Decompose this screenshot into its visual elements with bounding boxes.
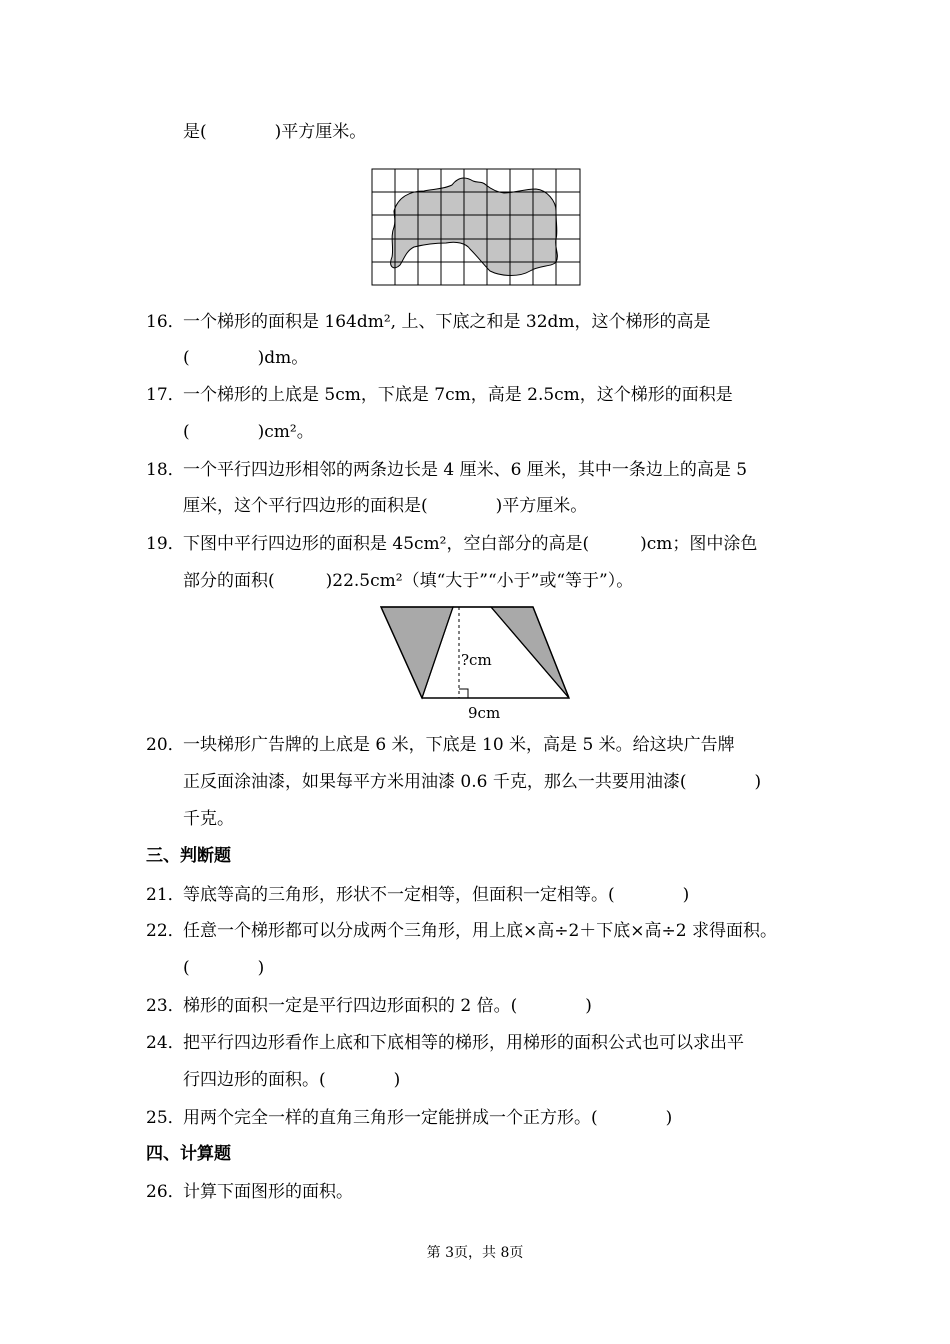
- q17-line1: 一个梯形的上底是 5cm，下底是 7cm，高是 2.5cm，这个梯形的面积是: [183, 385, 733, 405]
- q22-number: 22．: [146, 921, 185, 941]
- q17-line2: ( )cm²。: [183, 422, 314, 442]
- q19-parallelogram-figure: [375, 603, 583, 725]
- q23-text: 梯形的面积一定是平行四边形面积的 2 倍。( ): [183, 996, 592, 1016]
- height-label: ?cm: [461, 651, 492, 669]
- shaded-triangle-left: [381, 607, 453, 698]
- q22-line1: 任意一个梯形都可以分成两个三角形，用上底×高÷2＋下底×高÷2 求得面积。: [183, 921, 778, 941]
- q16-line1: 一个梯形的面积是 164dm², 上、下底之和是 32dm，这个梯形的高是: [183, 312, 711, 332]
- q19-line1: 下图中平行四边形的面积是 45cm²，空白部分的高是( )cm；图中涂色: [183, 534, 758, 554]
- q15-grid-figure: [370, 167, 582, 287]
- q18-line1: 一个平行四边形相邻的两条边长是 4 厘米、6 厘米，其中一条边上的高是 5: [183, 460, 748, 480]
- page-footer: 第 3页，共 8页: [426, 1245, 524, 1261]
- q21-text: 等底等高的三角形，形状不一定相等，但面积一定相等。( ): [183, 885, 690, 905]
- base-label: 9cm: [468, 704, 501, 722]
- q24-line2: 行四边形的面积。( ): [183, 1070, 401, 1090]
- q18-line2: 厘米，这个平行四边形的面积是( )平方厘米。: [183, 496, 588, 516]
- q25-number: 25．: [146, 1108, 185, 1128]
- q23-number: 23．: [146, 996, 185, 1016]
- q22-line2: ( ): [183, 958, 265, 978]
- irregular-shaded-shape: [391, 178, 558, 276]
- q16-line2: ( )dm。: [183, 348, 309, 368]
- q25-text: 用两个完全一样的直角三角形一定能拼成一个正方形。( ): [183, 1108, 673, 1128]
- section-title-judgement: 三、判断题: [146, 846, 231, 866]
- q20-line3: 千克。: [183, 809, 234, 829]
- q21-number: 21．: [146, 885, 185, 905]
- right-angle-marker: [459, 689, 468, 698]
- q26-text: 计算下面图形的面积。: [183, 1182, 353, 1202]
- section-title-calculation: 四、计算题: [146, 1144, 231, 1164]
- q19-number: 19．: [146, 534, 185, 554]
- q15-tail: 是( )平方厘米。: [183, 122, 367, 142]
- q16-number: 16．: [146, 312, 185, 332]
- q20-line2: 正反面涂油漆，如果每平方米用油漆 0.6 千克，那么一共要用油漆( ): [183, 772, 762, 792]
- q20-line1: 一块梯形广告牌的上底是 6 米，下底是 10 米，高是 5 米。给这块广告牌: [183, 735, 735, 755]
- q24-number: 24．: [146, 1033, 185, 1053]
- q19-line2: 部分的面积( )22.5cm²（填“大于”“小于”或“等于”）。: [183, 571, 634, 591]
- q17-number: 17．: [146, 385, 185, 405]
- q18-number: 18．: [146, 460, 185, 480]
- q24-line1: 把平行四边形看作上底和下底相等的梯形，用梯形的面积公式也可以求出平: [183, 1033, 744, 1053]
- q26-number: 26．: [146, 1182, 185, 1202]
- q20-number: 20．: [146, 735, 185, 755]
